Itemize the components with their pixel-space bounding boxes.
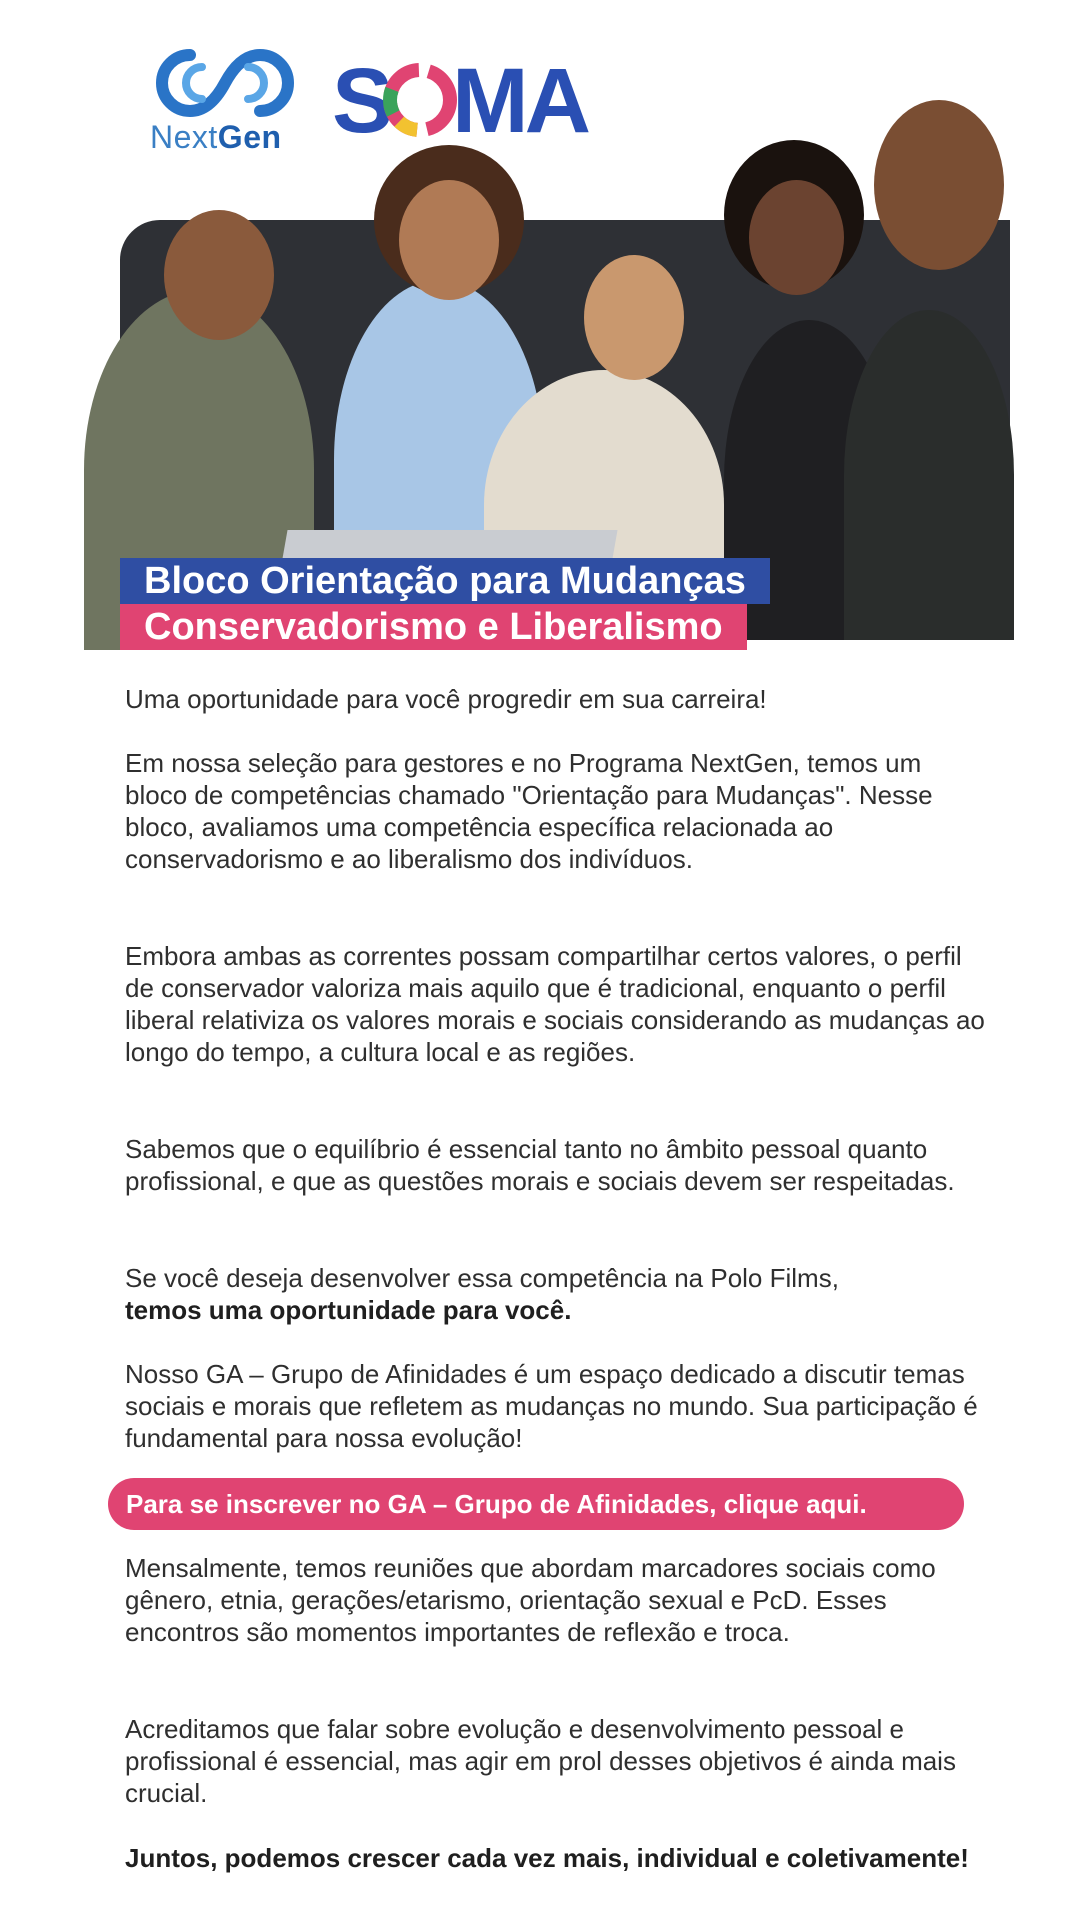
register-ga-button[interactable]: Para se inscrever no GA – Grupo de Afinidades, clique aqui. — [108, 1478, 964, 1530]
nextgen-logo — [150, 45, 305, 155]
svg-text:S: S — [332, 50, 390, 152]
paragraph-2: Embora ambas as correntes possam compartilhar certos valores, o perfil de conservador valoriza mais aquilo que é tradicional, enquanto o perfil liberal relativiza os valores morais e sociais considerando as mudanças ao longo do tempo, a cultura local e as regiões. — [125, 941, 985, 1067]
paragraph-7: Acreditamos que falar sobre evolução e desenvolvimento pessoal e profissional é essencial, mas agir em prol desses objetivos é ainda mais crucial. — [125, 1714, 956, 1808]
paragraph-1: Em nossa seleção para gestores e no Programa NextGen, temos um bloco de competências chamado "Orientação para Mudanças". Nesse bloco, avaliamos uma competência específica relacionada ao conservadorismo e ao liberalismo dos indivíduos. — [125, 748, 933, 874]
hero-title-line-1: Bloco Orientação para Mudanças — [120, 558, 770, 604]
nextgen-wordmark: NextGen — [150, 119, 282, 155]
paragraph-5: Nosso GA – Grupo de Afinidades é um espaço dedicado a discutir temas sociais e morais que refletem as mudanças no mundo. Sua participação é fundamental para nossa evolução! — [125, 1359, 978, 1453]
paragraph-3: Sabemos que o equilíbrio é essencial tanto no âmbito pessoal quanto profissional, e que as questões morais e sociais devem ser respeitadas. — [125, 1134, 955, 1196]
infinity-icon — [150, 45, 300, 123]
hero-team-photo — [84, 140, 1002, 630]
paragraph-4-text: Se você deseja desenvolver essa competência na Polo Films, — [125, 1263, 839, 1293]
svg-text:MA: MA — [452, 50, 588, 152]
hero-title-line-2: Conservadorismo e Liberalismo — [120, 604, 747, 650]
closing-text: Juntos, podemos crescer cada vez mais, individual e coletivamente! — [125, 1843, 969, 1873]
paragraph-6: Mensalmente, temos reuniões que abordam marcadores sociais como gênero, etnia, gerações/etarismo, orientação sexual e PcD. Esses encontros são momentos importantes de reflexão e troca. — [125, 1553, 936, 1647]
paragraph-4-bold: temos uma oportunidade para você. — [125, 1295, 572, 1325]
paragraph-4 — [125, 1262, 985, 1326]
intro-text: Uma oportunidade para você progredir em sua carreira! — [125, 684, 767, 714]
